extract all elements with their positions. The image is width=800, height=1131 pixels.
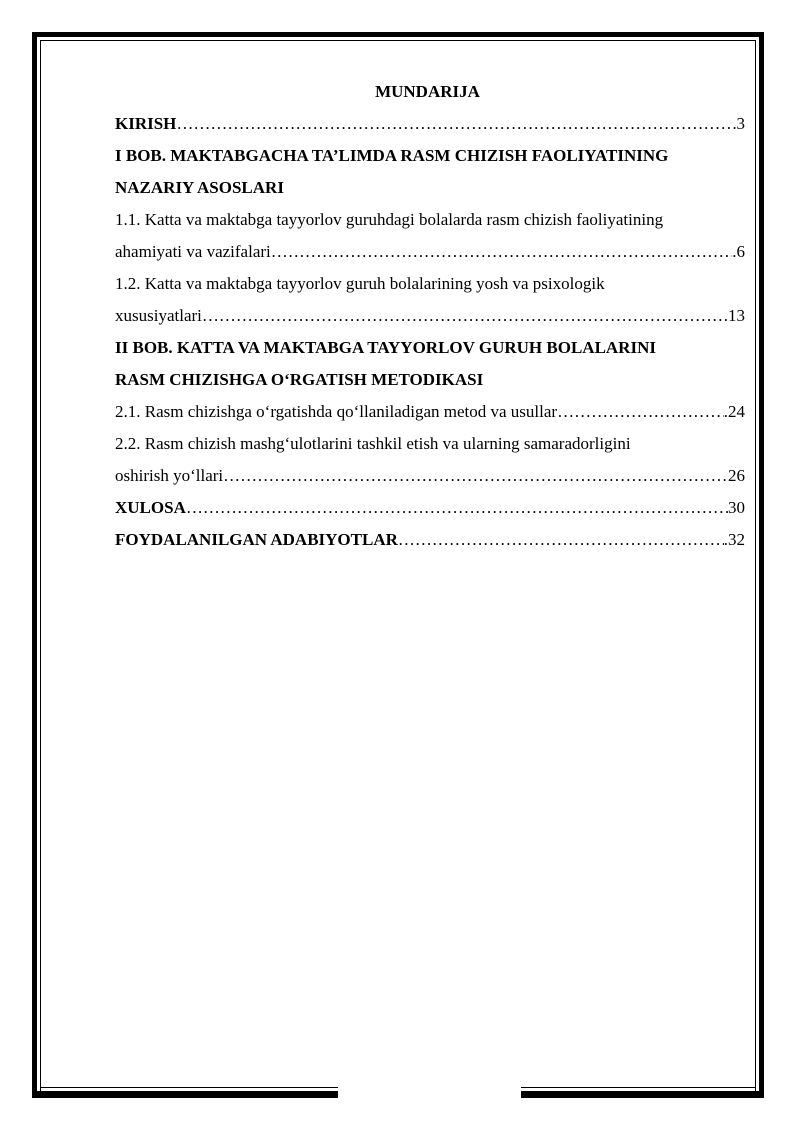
toc-chapter-2-line2[interactable]: RASM CHIZISHGA O‘RGATISH METODIKASI [115,370,484,389]
toc-entry-kirish[interactable] [115,108,745,140]
toc-page-number: .32 [723,530,745,549]
toc-chapter-1-line2[interactable]: NAZARIY ASOSLARI [115,178,284,197]
toc-label: 2.1. Rasm chizishga o‘rgatishda qo‘llaniladigan metod va usullar [115,402,558,421]
toc-section-1-1-line2[interactable] [115,236,745,268]
toc-entry-foydalanilgan[interactable] [115,524,745,556]
toc-section-2-2-line1[interactable]: 2.2. Rasm chizish mashg‘ulotlarini tashkil etish va ularning samaradorligini [115,434,631,453]
toc-label: FOYDALANILGAN ADABIYOTLAR [115,530,398,549]
toc-page-number: .13 [723,306,745,325]
dot-leader [176,108,736,140]
toc-chapter-2-line1[interactable]: II BOB. KATTA VA MAKTABGA TAYYORLOV GURUH BOLALARINI [115,338,656,357]
toc-section-2-1[interactable] [115,396,745,428]
bottom-border-right [521,1091,764,1098]
toc-page-number: .6 [732,242,745,261]
dot-leader [271,236,733,268]
table-of-contents [115,76,745,556]
toc-label: ahamiyati va vazifalari [115,242,271,261]
toc-chapter-1-line1[interactable]: I BOB. MAKTABGACHA TA’LIMDA RASM CHIZISH FAOLIYATINING [115,146,669,165]
toc-label: xususiyatlari [115,306,202,325]
bottom-border-left [32,1091,338,1098]
toc-label: oshirish yo‘llari [115,466,224,485]
toc-section-2-2-line2[interactable] [115,460,745,492]
toc-page-number: 30 [728,498,745,517]
dot-leader [202,300,724,332]
toc-page-number: 26 [728,466,745,485]
toc-label: XULOSA [115,498,186,517]
toc-section-1-2-line2[interactable] [115,300,745,332]
toc-section-1-2-line1[interactable]: 1.2. Katta va maktabga tayyorlov guruh bolalarining yosh va psixologik [115,274,605,293]
dot-leader [398,524,724,556]
dot-leader [186,492,728,524]
page-title: MUNDARIJA [375,82,480,101]
dot-leader [223,460,728,492]
toc-label: KIRISH [115,114,177,133]
toc-page-number: .24 [723,402,745,421]
toc-section-1-1-line1[interactable]: 1.1. Katta va maktabga tayyorlov guruhdagi bolalarda rasm chizish faoliyatining [115,210,664,229]
dot-leader [557,396,724,428]
toc-entry-xulosa[interactable] [115,492,745,524]
toc-page-number: 3 [736,114,745,133]
